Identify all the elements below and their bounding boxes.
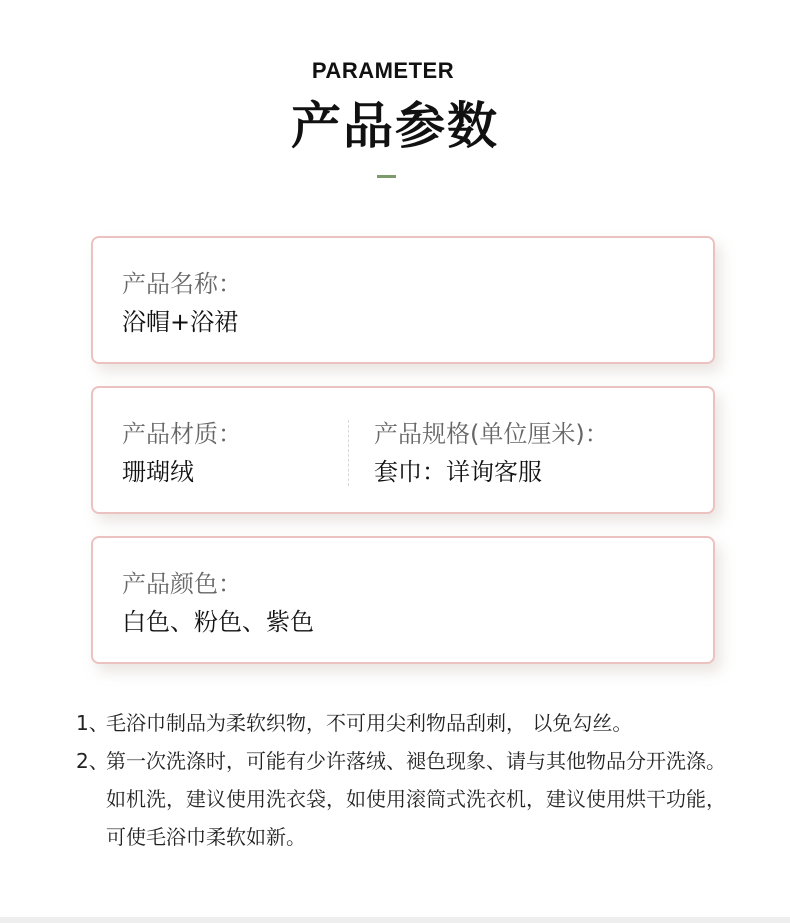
- product-name-field: [122, 268, 242, 338]
- product-material-label: 产品材质：: [122, 420, 242, 448]
- care-notes: [76, 704, 736, 856]
- section-eyebrow: PARAMETER: [311, 58, 455, 83]
- care-note-number: 2、: [76, 749, 109, 773]
- care-note-text: 第一次洗涤时，可能有少许落绒、褪色现象、请与其他物品分开洗涤。如机洗，建议使用洗衣袋，如使用滚筒式洗衣机，建议使用烘干功能，可使毛浴巾柔软如新。: [106, 749, 726, 849]
- product-color-field: [122, 568, 314, 638]
- product-name-value: 浴帽+浴裙: [122, 308, 239, 336]
- product-spec-label: 产品规格(单位厘米)：: [374, 420, 609, 448]
- product-name-label: 产品名称：: [122, 270, 242, 298]
- care-note-number: 1、: [76, 711, 109, 735]
- product-name-card: [91, 236, 715, 364]
- care-note-item: [76, 704, 736, 742]
- field-divider: [348, 420, 349, 486]
- product-color-label: 产品颜色：: [122, 570, 242, 598]
- care-note-item: [76, 742, 736, 856]
- care-note-text: 毛浴巾制品为柔软织物，不可用尖利物品刮刺， 以免勾丝。: [106, 711, 633, 735]
- product-color-value: 白色、粉色、紫色: [122, 608, 314, 636]
- page-title: 产品参数: [291, 97, 499, 155]
- product-material-value: 珊瑚绒: [122, 458, 194, 486]
- section-header: [0, 0, 790, 190]
- bottom-band: [0, 917, 790, 923]
- product-material-spec-card: [91, 386, 715, 514]
- product-material-field: [122, 418, 242, 488]
- product-spec-value: 套巾：详询客服: [374, 458, 542, 486]
- product-spec-field: [374, 418, 609, 488]
- product-color-card: [91, 536, 715, 664]
- title-underline: [377, 175, 396, 178]
